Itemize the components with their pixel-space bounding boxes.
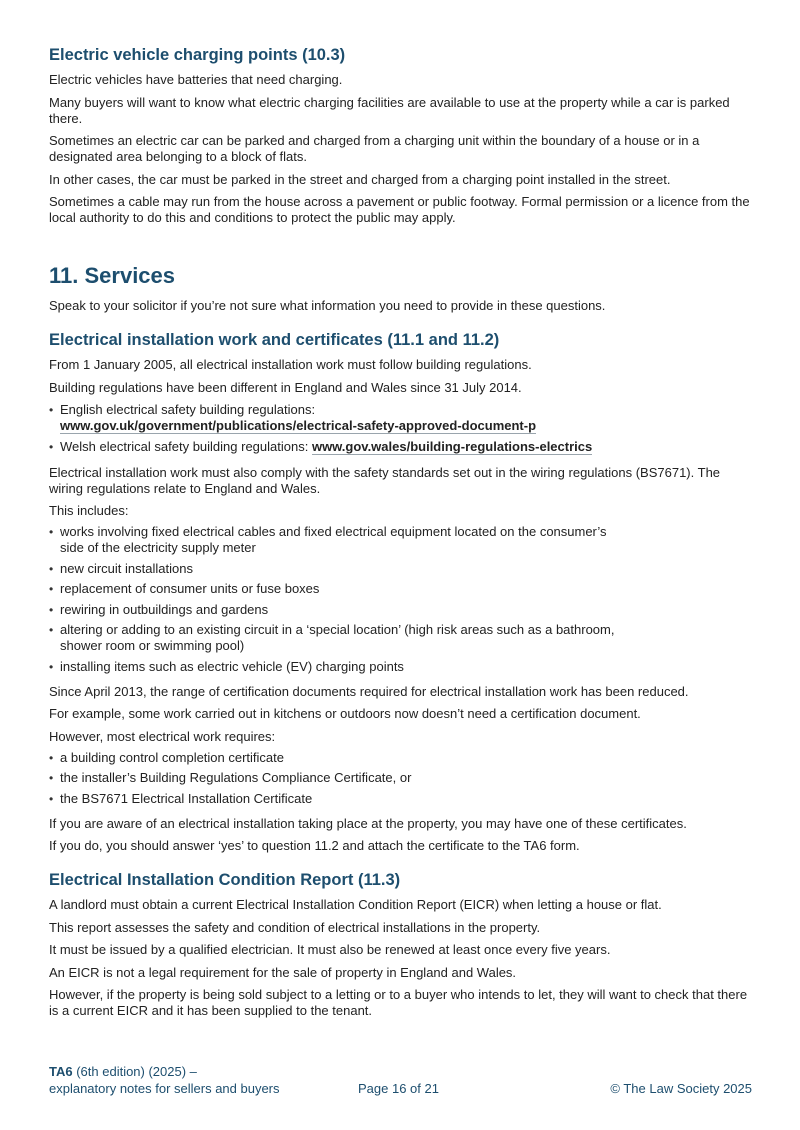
list-item: • a building control completion certificate: [49, 750, 759, 766]
install-paragraph: Building regulations have been different in England and Wales since 31 July 2014.: [49, 379, 522, 395]
page-number: Page 16 of 21: [358, 1081, 439, 1096]
install-heading: Electrical installation work and certificates (11.1 and 11.2): [49, 331, 500, 349]
list-item: [49, 602, 759, 618]
install-paragraph: For example, some work carried out in kitchens or outdoors now doesn’t need a certification document.: [49, 706, 641, 721]
footer-subtitle: explanatory notes for sellers and buyers: [49, 1081, 280, 1096]
list-item: • the installer’s Building Regulations Compliance Certificate, or: [49, 770, 759, 786]
page-footer: [49, 1063, 752, 1097]
install-paragraph: If you are aware of an electrical installation taking place at the property, you may have one of these certificates.: [49, 815, 687, 831]
list-item-text: rewiring in outbuildings and gardens: [60, 601, 269, 617]
list-item: [49, 439, 759, 455]
ev-paragraph: Sometimes an electric car can be parked and charged from a charging unit within the boundary of a house or in a designated area belonging to a block of flats.: [49, 133, 700, 164]
regulation-label: Welsh electrical safety building regulations:: [60, 438, 312, 454]
ev-paragraph: Electric vehicles have batteries that need charging.: [49, 72, 343, 87]
services-heading: 11. Services: [49, 263, 176, 288]
eicr-paragraph: However, if the property is being sold subject to a letting or to a buyer who intends to let, they will want to check that there is a current EICR and it has been supplied to the tenant.: [49, 987, 748, 1018]
install-paragraph: Electrical installation work must also comply with the safety standards set out in the wiring regulations (BS7671). The wiring regulations relate to England and Wales.: [49, 464, 721, 496]
english-regulations-link[interactable]: www.gov.uk/government/publications/electrical-safety-approved-document-p: [60, 418, 537, 433]
list-item: [49, 561, 759, 577]
requires-list: [49, 750, 759, 807]
list-item-text: installing items such as electric vehicle (EV) charging points: [60, 658, 404, 674]
footer-edition: (6th edition) (2025) –: [72, 1064, 197, 1079]
list-item-text: new circuit installations: [60, 560, 193, 576]
footer-copyright: © The Law Society 2025: [610, 1081, 752, 1096]
install-paragraph: Since April 2013, the range of certification documents required for electrical installation work has been reduced.: [49, 683, 689, 699]
list-item: [49, 622, 759, 654]
eicr-paragraph: This report assesses the safety and condition of electrical installations in the property.: [49, 919, 541, 935]
ev-heading: Electric vehicle charging points (10.3): [49, 46, 346, 64]
footer-document-title: [49, 1063, 280, 1097]
list-item-text: side of the electricity supply meter: [60, 540, 256, 555]
list-item: • the BS7671 Electrical Installation Certificate: [49, 791, 759, 807]
eicr-heading: Electrical Installation Condition Report (11.3): [49, 871, 401, 889]
list-item: [49, 581, 759, 597]
list-item-text: altering or adding to an existing circuit in a ‘special location’ (high risk areas such as a bathroom,: [60, 622, 615, 637]
install-paragraph: This includes:: [49, 503, 129, 518]
welsh-regulations-link[interactable]: www.gov.wales/building-regulations-electrics: [311, 438, 593, 454]
eicr-paragraph: It must be issued by a qualified electrician. It must also be renewed at least once every five years.: [49, 942, 611, 957]
list-item-text: works involving fixed electrical cables and fixed electrical equipment located on the consumer’s: [60, 524, 607, 539]
ev-paragraph: Sometimes a cable may run from the house across a pavement or public footway. Formal permission or a licence from the local authority to do this and conditions to protect the public may apply.: [49, 194, 750, 225]
eicr-paragraph: An EICR is not a legal requirement for the sale of property in England and Wales.: [49, 964, 517, 980]
includes-list: [49, 524, 759, 675]
list-item: [49, 402, 759, 434]
install-paragraph: However, most electrical work requires:: [49, 728, 276, 744]
ev-paragraph: Many buyers will want to know what electric charging facilities are available to use at the property while a car is parked there.: [49, 94, 730, 126]
eicr-paragraph: A landlord must obtain a current Electrical Installation Condition Report (EICR) when letting a house or flat.: [49, 897, 662, 912]
list-item-text: replacement of consumer units or fuse boxes: [60, 581, 320, 596]
page-content: [49, 44, 759, 1019]
services-intro: Speak to your solicitor if you’re not sure what information you need to provide in these questions.: [49, 298, 606, 313]
regulations-list: [49, 402, 759, 455]
list-item-text: shower room or swimming pool): [60, 638, 245, 653]
list-item: [49, 659, 759, 675]
install-paragraph: If you do, you should answer ‘yes’ to question 11.2 and attach the certificate to the TA6 form.: [49, 838, 580, 853]
regulation-label: English electrical safety building regulations:: [60, 402, 316, 417]
footer-doc-code: TA6: [49, 1064, 73, 1079]
list-item: [49, 524, 759, 556]
install-paragraph: From 1 January 2005, all electrical installation work must follow building regulations.: [49, 357, 532, 372]
ev-paragraph: In other cases, the car must be parked in the street and charged from a charging point installed in the street.: [49, 171, 671, 187]
